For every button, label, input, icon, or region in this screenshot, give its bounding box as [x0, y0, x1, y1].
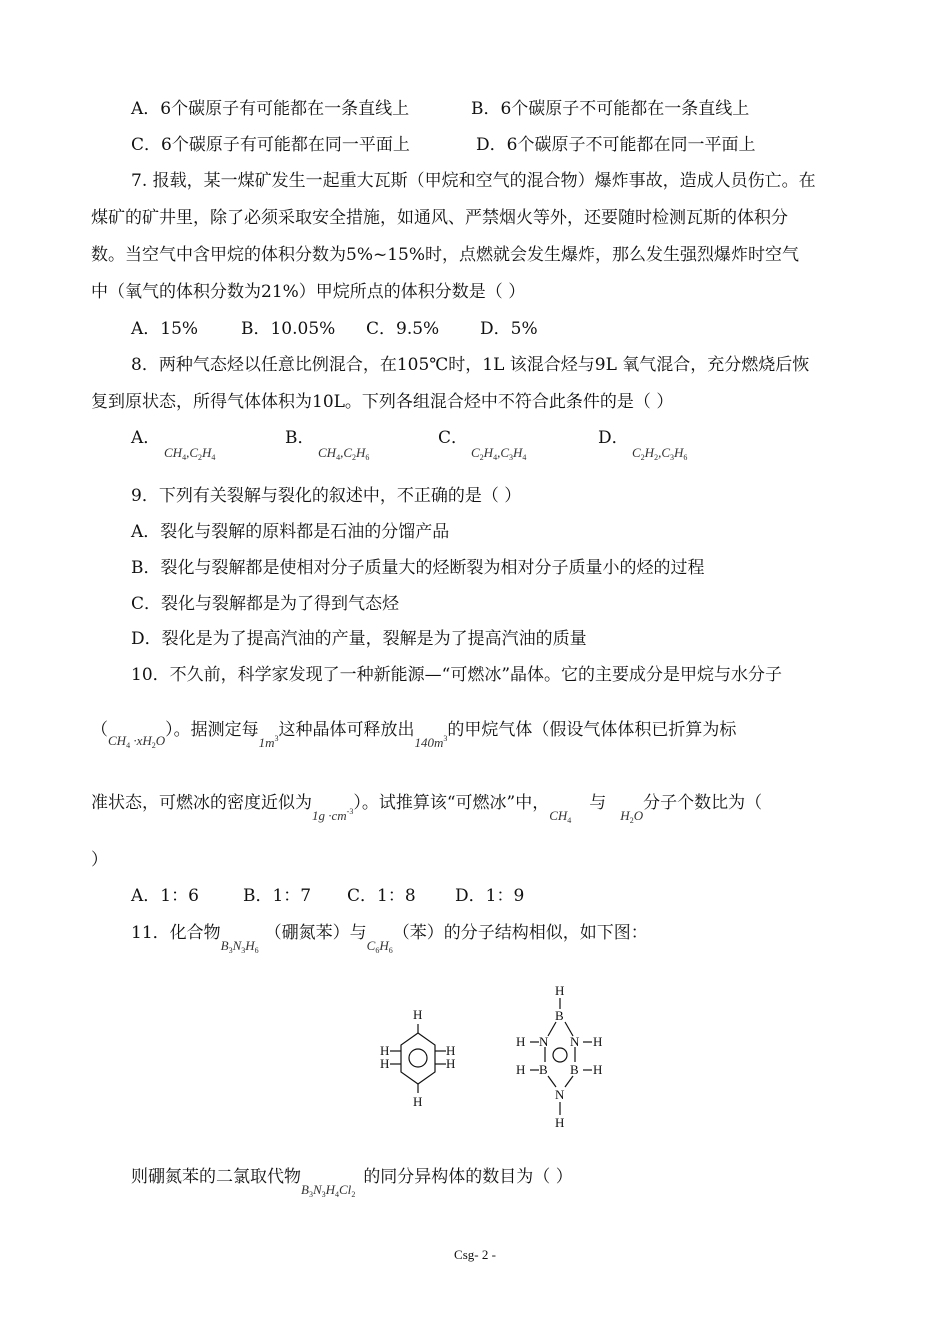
q7-stem-line-3: 数。当空气中含甲烷的体积分数为5%~15%时，点燃就会发生爆炸，那么发生强烈爆炸时空气 [91, 245, 799, 265]
q10-option-c: C．1：8 [347, 886, 416, 906]
q8-option-a-label: A． [131, 428, 161, 448]
q8-option-c-label: C． [438, 428, 469, 448]
q8-option-b-label: B． [285, 428, 315, 448]
q6-option-d: D．6个碳原子不可能都在同一平面上 [476, 135, 756, 155]
q7-stem-line-1: 7. 报载，某一煤矿发生一起重大瓦斯（甲烷和空气的混合物）爆炸事故，造成人员伤亡。在 [131, 171, 816, 191]
q8-option-a-formula: $CH_4,C_2H_4$ [164, 445, 216, 462]
q8-option-d-label: D． [598, 428, 629, 448]
borazine-h-left-upper: H [516, 1034, 526, 1049]
q9-option-b: B．裂化与裂解都是使相对分子质量大的烃断裂为相对分子质量小的烃的过程 [131, 558, 705, 578]
q11-stem: 11．化合物$_{B_3N_3H_6}$（硼氮苯）与$_{C_6H_6}$（苯）的分子结构相似，如下图： [131, 923, 648, 955]
benzene-ring [390, 1024, 446, 1093]
borazine-h-right-lower: H [593, 1062, 603, 1077]
borazine-n-bottom: N [555, 1087, 565, 1102]
q6-option-a: A．6个碳原子有可能都在一条直线上 [131, 99, 410, 119]
q8-option-c-formula: $C_2H_4,C_3H_4$ [471, 445, 527, 462]
benzene-h-left-2: H [380, 1056, 390, 1071]
q10-stem-line-1: 10．不久前，科学家发现了一种新能源—“可燃冰”晶体。它的主要成分是甲烷与水分子 [131, 665, 783, 685]
benzene-h-top: H [413, 1007, 423, 1022]
borazine-h-bottom: H [555, 1115, 565, 1130]
borazine-structure-diagram [508, 978, 614, 1134]
q7-option-a: A．15% [131, 319, 199, 339]
q11-question: 则硼氮苯的二氯取代物$_{B_3N_3H_4Cl_2}$的同分异构体的数目为（ ） [131, 1167, 573, 1199]
borazine-b-right: B [570, 1062, 579, 1077]
page-footer: Csg- 2 - [454, 1247, 496, 1262]
q6-option-c: C．6个碳原子有可能都在同一平面上 [131, 135, 410, 155]
q10-option-b: B．1：7 [243, 886, 312, 906]
q7-option-d: D．5% [480, 319, 538, 339]
q10-stem-line-4: ） [91, 850, 108, 870]
q10-stem-line-3: 准状态，可燃冰的密度近似为$_{1g \cdot cm^{-3}}$）。试推算该“可燃冰”中，$_{CH_4}$与$_{H_2O}$分子个数比为（ [91, 793, 763, 825]
q9-stem: 9．下列有关裂解与裂化的叙述中，不正确的是（ ） [131, 486, 522, 506]
borazine-h-right-upper: H [593, 1034, 603, 1049]
benzene-h-right-2: H [446, 1056, 456, 1071]
borazine-b-left: B [539, 1062, 548, 1077]
q7-stem-line-4: 中（氧气的体积分数为21%）甲烷所点的体积分数是（ ） [91, 282, 526, 302]
q10-stem-line-2: $(_{CH_4 \cdot xH_2O})$。据测定每$_{1m^3}$这种晶体可释放出$_{140m^3}$的甲烷气体（假设气体体积已折算为标 [91, 720, 737, 750]
q10-option-a: A．1：6 [131, 886, 199, 906]
q8-stem-line-2: 复到原状态，所得气体体积为10L。下列各组混合烃中不符合此条件的是（ ） [91, 392, 674, 412]
q8-option-b-formula: $CH_4,C_2H_6$ [318, 445, 370, 462]
q6-option-b: B．6个碳原子不可能都在一条直线上 [471, 99, 750, 119]
q7-option-c: C．9.5% [366, 319, 440, 339]
q9-option-a: A．裂化与裂解的原料都是石油的分馏产品 [131, 522, 450, 542]
benzene-h-left-1: H [380, 1043, 390, 1058]
borazine-n-right: N [570, 1034, 580, 1049]
benzene-h-right-1: H [446, 1043, 456, 1058]
q8-stem-line-1: 8．两种气态烃以任意比例混合，在105℃时，1L 该混合烃与9L 氧气混合，充分燃烧后恢 [131, 355, 810, 375]
borazine-n-left: N [539, 1034, 549, 1049]
q7-option-b: B．10.05% [241, 319, 336, 339]
q10-option-d: D．1：9 [455, 886, 525, 906]
borazine-h-top: H [555, 983, 565, 998]
benzene-h-bottom: H [413, 1094, 423, 1109]
borazine-h-left-lower: H [516, 1062, 526, 1077]
benzene-structure-diagram [372, 1002, 464, 1114]
q9-option-c: C．裂化与裂解都是为了得到气态烃 [131, 594, 400, 614]
q9-option-d: D．裂化是为了提高汽油的产量，裂解是为了提高汽油的质量 [131, 629, 587, 649]
q7-stem-line-2: 煤矿的矿井里，除了必须采取安全措施，如通风、严禁烟火等外，还要随时检测瓦斯的体积分 [91, 208, 788, 228]
q8-option-d-formula: $C_2H_2,C_3H_6$ [632, 445, 688, 462]
borazine-b-top: B [555, 1008, 564, 1023]
